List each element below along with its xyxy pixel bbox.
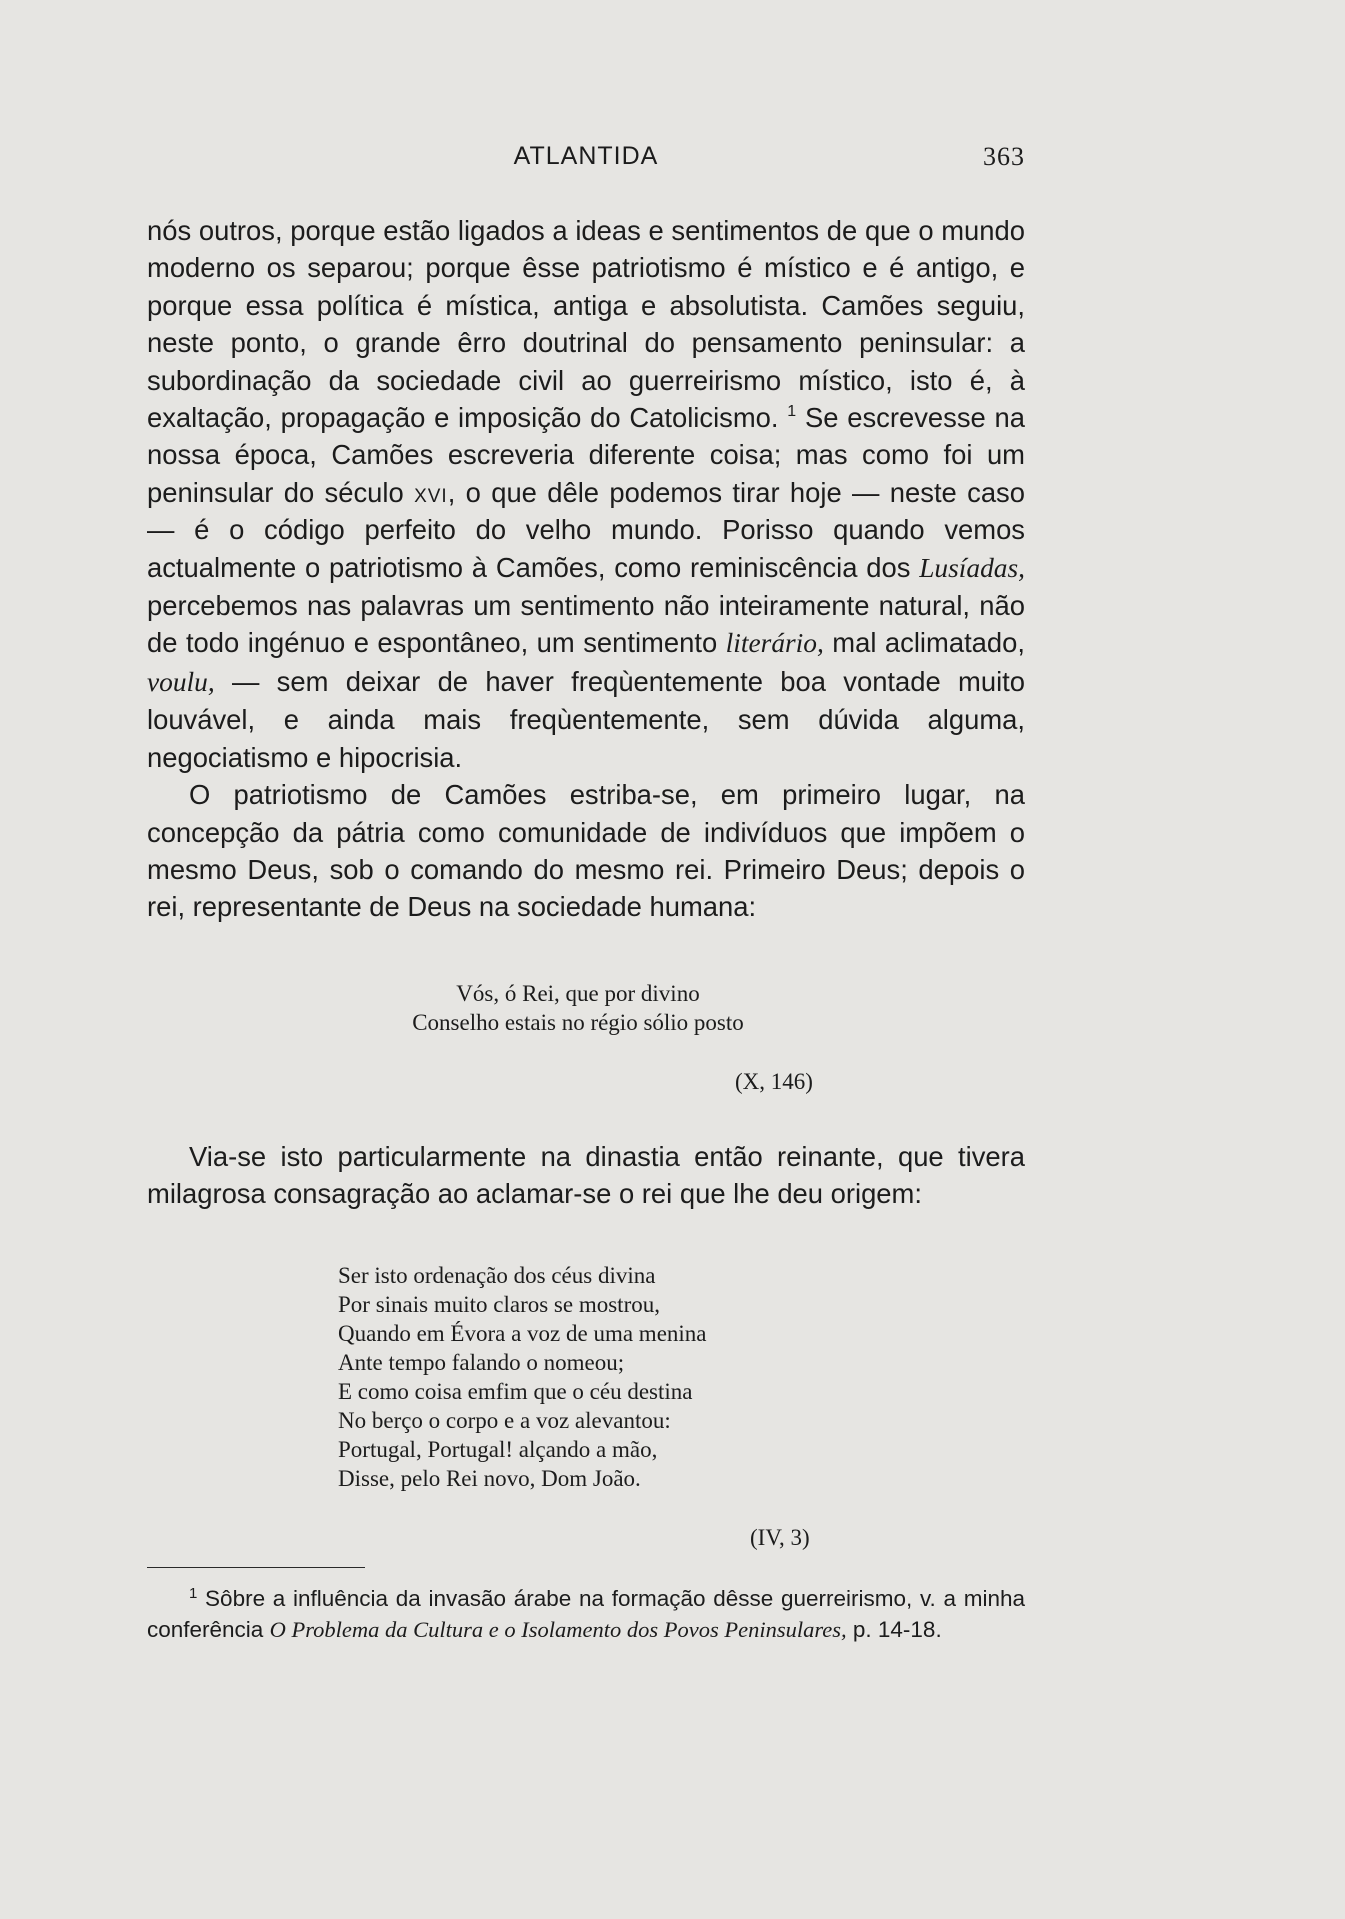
paragraph-1-part-3: , o que dêle podemos tirar hoje — neste caso — é o código perfeito do velho mundo. Porisso quando vemos actualmente o patriotismo à Camões, como reminiscência dos [147,476,1025,583]
verse-line: Ser isto ordenação dos céus divina [338,1263,656,1288]
verse-line: Quando em Évora a voz de uma menina [338,1321,707,1346]
paragraph-3: Via-se isto particularmente na dinastia então reinante, que tivera milagrosa consagração ao aclamar-se o rei que lhe deu origem: [147,1141,1025,1210]
verse-citation-1: (X, 146) [735,1069,813,1094]
lusiadas-title: Lusíadas, [919,552,1025,583]
footnote-work-title: O Problema da Cultura e o Isolamento dos Povos Peninsulares, [269,1617,847,1642]
literario-word: literário, [725,628,824,659]
verse-line: Ante tempo falando o nomeou; [338,1350,625,1375]
running-head [147,142,1025,176]
footnote [147,1583,1025,1645]
paragraph-3-block [147,1138,1025,1213]
main-text [147,212,1025,926]
verse-line: No berço o corpo e a voz alevantou: [338,1408,671,1433]
verse-line: Vós, ó Rei, que por divino [456,981,700,1006]
paragraph-1-part-2: Se escrevesse na nossa época, Camões escreveria diferente coisa; mas como foi um peninsular do século [147,402,1025,508]
paragraph-1 [147,212,1025,776]
century-numeral: xvi [414,476,448,508]
footnote-reference: 1 [787,403,797,421]
footnote-text-2: p. 14-18. [846,1617,942,1642]
verse-line: Portugal, Portugal! alçando a mão, [338,1437,658,1462]
footnote-text-1: Sôbre a influência da invasão árabe na formação dêsse guerreirismo, v. a minha conferência [147,1586,1025,1642]
verse-quote-2 [338,1261,838,1493]
verse-line: Disse, pelo Rei novo, Dom João. [338,1466,641,1491]
paragraph-1-part-4: percebemos nas palavras um sentimento não inteiramente natural, não de todo ingénuo e espontâneo, um sentimento [147,590,1025,659]
verse-line: Conselho estais no régio sólio posto [412,1010,744,1035]
paragraph-1-part-1: nós outros, porque estão ligados a ideas e sentimentos de que o mundo moderno os separou; porque êsse patriotismo é místico e é antigo, e porque essa política é mística, antiga e absolutista. Camões seguiu, neste ponto, o grande êrro doutrinal do pensamento peninsular: a subordinação da sociedade civil ao guerreirismo místico, isto é, à exaltação, propagação e imposição do Catolicismo. [147,215,1025,434]
paragraph-1-part-6: — sem deixar de haver freqùentemente boa vontade muito louvável, e ainda mais freqùentemente, sem dúvida alguma, negociatismo e hipocrisia. [147,665,1025,773]
verse-quote-1 [338,979,818,1037]
verse-line: E como coisa emfim que o céu destina [338,1379,693,1404]
footnote-mark: 1 [189,1585,198,1602]
journal-title: ATLANTIDA [513,142,659,170]
verse-citation-2: (IV, 3) [750,1525,810,1550]
voulu-word: voulu, [147,666,215,697]
verse-line: Por sinais muito claros se mostrou, [338,1292,660,1317]
footnote-divider [147,1567,365,1568]
paragraph-1-part-5: mal aclimatado, [823,627,1025,659]
page-number: 363 [983,142,1025,171]
paragraph-2: O patriotismo de Camões estriba-se, em primeiro lugar, na concepção da pátria como comunidade de indivíduos que impõem o mesmo Deus, sob o comando do mesmo rei. Primeiro Deus; depois o rei, representante de Deus na sociedade humana: [147,779,1025,923]
